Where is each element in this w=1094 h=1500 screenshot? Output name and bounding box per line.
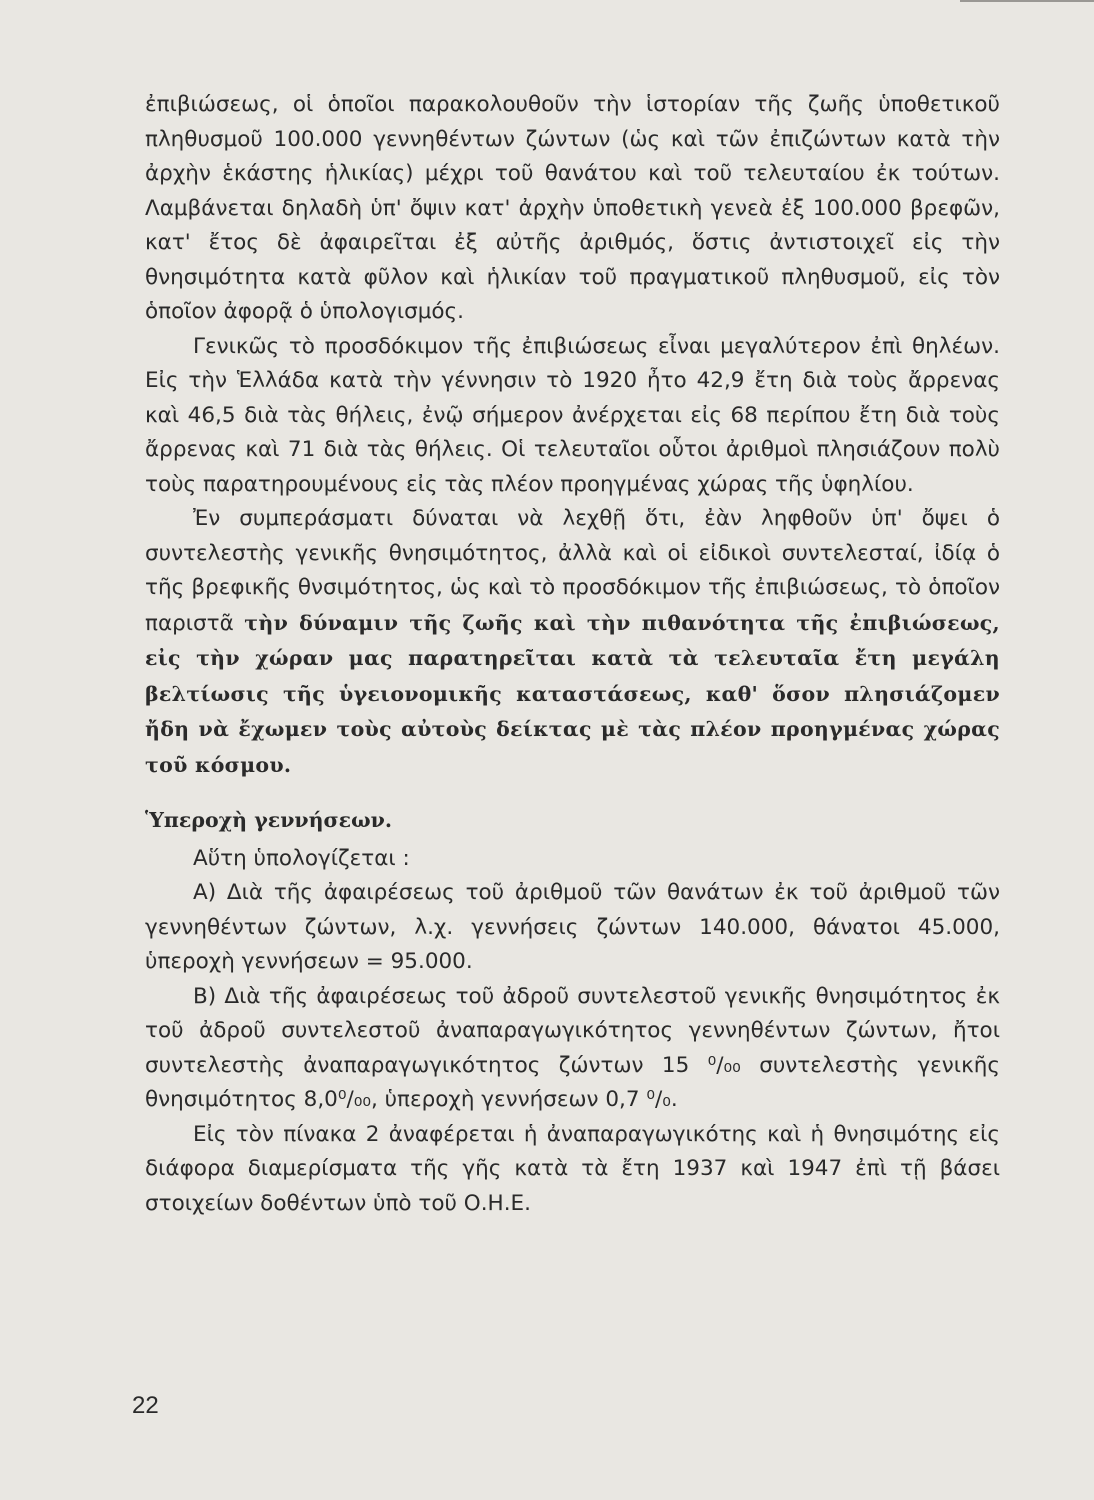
paragraph-life-expectancy: Γενικῶς τὸ προσδόκιμον τῆς ἐπιβιώσεως εἶναι μεγαλύτερον ἐπὶ θηλέων. Εἰς τὴν Ἑλλάδα κατὰ τὴν γέννησιν τὸ 1920 ἦτο 42,9 ἔτη διὰ τοὺς ἄρρενας καὶ 46,5 διὰ τὰς θήλεις, ἐνῷ σήμερον ἀνέρχεται εἰς 68 περίπου ἔτη διὰ τοὺς ἄρρενας καὶ 71 διὰ τὰς θήλεις. Οἱ τελευταῖοι οὗτοι ἀριθμοὶ πλησιάζουν πολὺ τοὺς παρατηρουμένους εἰς τὰς πλέον προηγμένας χώρας τῆς ὑφηλίου. (145, 333, 1000, 497)
paragraph-calculation-intro: Αὕτη ὑπολογίζεται : (193, 845, 410, 871)
section-heading-birth-surplus: Ὑπεροχὴ γεννήσεων. (145, 808, 393, 832)
paragraph-method-b: Β) Διὰ τῆς ἀφαιρέσεως τοῦ ἀδροῦ συντελεστοῦ γενικῆς θνησιμότητος ἐκ τοῦ ἀδροῦ συντελεστοῦ ἀναπαραγωγικότητος γεννηθέντων ζώντων, ἤτοι συντελεστὴς ἀναπαραγωγικότητος ζώντων 15 ⁰/₀₀ συντελεστὴς γενικῆς θνησιμότητος 8,0⁰/₀₀, ὑπεροχὴ γεννήσεων 0,7 ⁰/₀. (145, 983, 1000, 1112)
paragraph-method-a: Α) Διὰ τῆς ἀφαιρέσεως τοῦ ἀριθμοῦ τῶν θανάτων ἐκ τοῦ ἀριθμοῦ τῶν γεννηθέντων ζώντων, λ.χ. γεννήσεις ζώντων 140.000, θάνατοι 45.000, ὑπεροχὴ γεννήσεων = 95.000. (145, 880, 1000, 974)
conclusion-regular-text: Ἐν συμπεράσματι δύναται νὰ λεχθῇ ὅτι, ἐὰν ληφθοῦν ὑπ' ὄψει ὁ συντελεστὴς γενικῆς θνησιμότητος, ἀλλὰ καὶ οἱ εἰδικοὶ συντελεσταί, ἰδίᾳ ὁ τῆς βρεφικῆς θνσιμότητος, ὡς καὶ τὸ προσδόκιμον τῆς ἐπιβιώσεως, τὸ ὁποῖον παριστᾶ (145, 506, 1000, 636)
conclusion-bold-text: τὴν δύναμιν τῆς ζωῆς καὶ τὴν πιθανότητα τῆς ἐπιβιώσεως, εἰς τὴν χώραν μας παρατηρεῖται κατὰ τὰ τελευταῖα ἔτη μεγάλη βελτίωσις τῆς ὑγειονομικῆς καταστάσεως, καθ' ὅσον πλησιάζομεν ἤδη νὰ ἔχωμεν τοὺς αὐτοὺς δείκτας μὲ τὰς πλέον προηγμένας χώρας τοῦ κόσμου. (145, 610, 1000, 777)
paragraph-life-table: ἐπιβιώσεως, οἱ ὁποῖοι παρακολουθοῦν τὴν ἱστορίαν τῆς ζωῆς ὑποθετικοῦ πληθυσμοῦ 100.000 γεννηθέντων ζώντων (ὡς καὶ τῶν ἐπιζώντων κατὰ τὴν ἀρχὴν ἑκάστης ἡλικίας) μέχρι τοῦ θανάτου καὶ τοῦ τελευταίου ἐκ τούτων. Λαμβάνεται δηλαδὴ ὑπ' ὄψιν κατ' ἀρχὴν ὑποθετικὴ γενεὰ ἐξ 100.000 βρεφῶν, κατ' ἔτος δὲ ἀφαιρεῖται ἐξ αὐτῆς ἀριθμός, ὅστις ἀντιστοιχεῖ εἰς τὴν θνησιμότητα κατὰ φῦλον καὶ ἡλικίαν τοῦ πραγματικοῦ πληθυσμοῦ, εἰς τὸν ὁποῖον ἀφορᾷ ὁ ὑπολογισμός. (145, 92, 1000, 324)
page-edge-line (960, 0, 1094, 2)
page-body (145, 88, 1000, 1221)
page-number: 22 (132, 1392, 159, 1419)
paragraph-conclusion (145, 502, 1000, 783)
paragraph-table-reference: Εἰς τὸν πίνακα 2 ἀναφέρεται ἡ ἀναπαραγωγικότης καὶ ἡ θνησιμότης εἰς διάφορα διαμερίσματα τῆς γῆς κατὰ τὰ ἔτη 1937 καὶ 1947 ἐπὶ τῇ βάσει στοιχείων δοθέντων ὑπὸ τοῦ Ο.Η.Ε. (145, 1121, 1000, 1216)
